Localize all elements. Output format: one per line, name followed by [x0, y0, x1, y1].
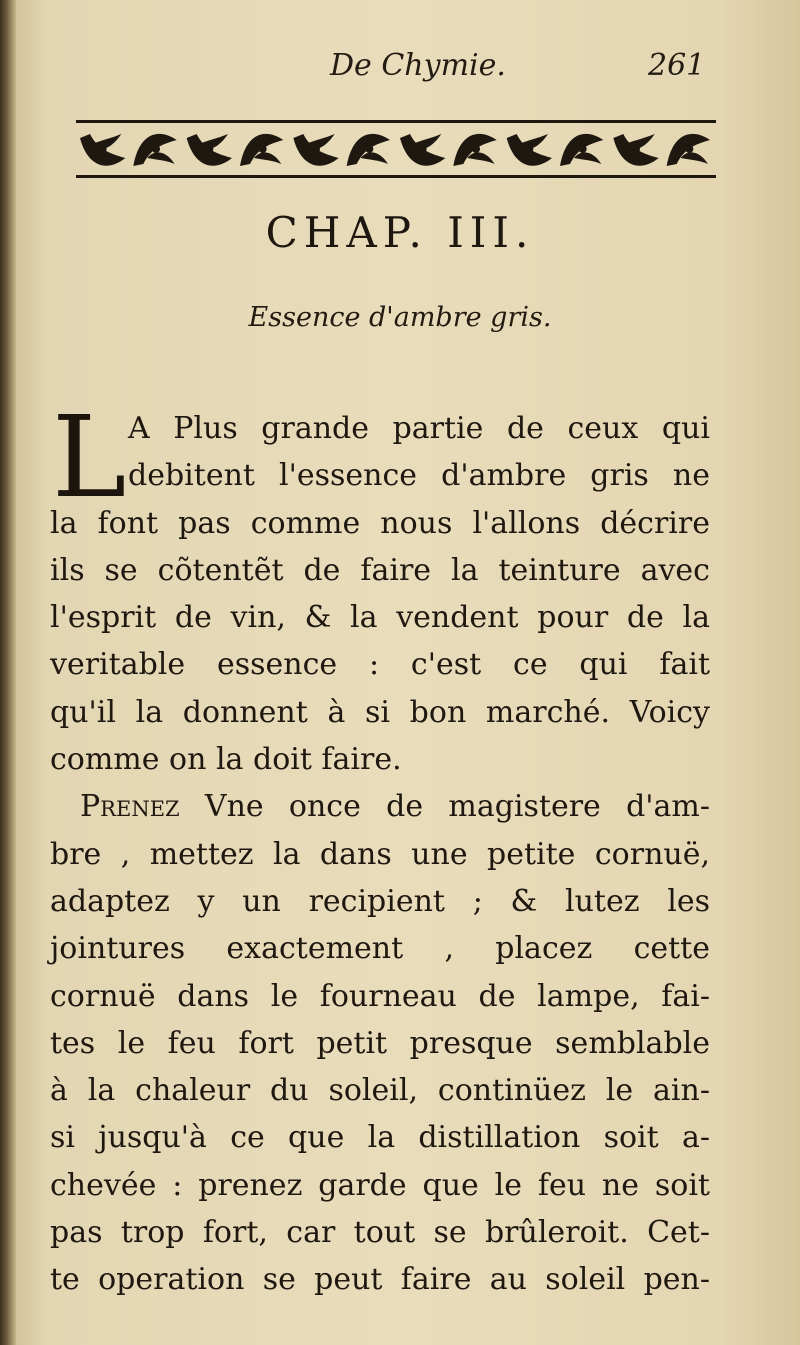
text-line: comme on la doit faire. — [50, 742, 402, 778]
text-line: bre , mettez la dans une petite cornuë, — [50, 836, 710, 872]
body-text — [50, 405, 710, 1304]
running-head-title: De Chymie. — [330, 48, 506, 83]
paragraph-lead-word: Prenez — [80, 789, 180, 825]
text-line: veritable essence : c'est ce qui fait — [50, 647, 710, 683]
text-line: à la chaleur du soleil, continüez le ain- — [50, 1073, 710, 1109]
text-line — [50, 783, 710, 830]
text-line: qu'il la donnent à si bon marché. Voicy — [50, 694, 710, 730]
fleuron-dot-icon — [472, 145, 480, 153]
text-line: chevée : prenez garde que le feu ne soit — [50, 1167, 710, 1203]
fleuron-dot-icon — [259, 145, 267, 153]
text-line-rest: Vne once de magistere d'am- — [179, 789, 710, 825]
text-line: jointures exactement , placez cette — [50, 931, 710, 967]
fleuron-dot-icon — [205, 145, 213, 153]
text-line: l'esprit de vin, & la vendent pour de la — [50, 600, 710, 636]
fleuron-dot-icon — [579, 145, 587, 153]
text-line: adaptez y un recipient ; & lutez les — [50, 883, 710, 919]
text-line: A Plus grande partie de ceux qui — [128, 411, 710, 446]
fleuron-dot-icon — [152, 145, 160, 153]
text-line: la font pas comme nous l'allons décrire — [50, 505, 710, 541]
binding-gutter — [0, 0, 16, 1345]
ornament-rule — [76, 120, 716, 123]
fleuron-dot-icon — [365, 145, 373, 153]
chapter-heading: CHAP. III. — [265, 208, 535, 257]
fleuron-dot-icon — [99, 145, 107, 153]
text-line: debitent l'essence d'ambre gris ne — [128, 458, 710, 494]
ornament-rule — [76, 175, 716, 178]
text-line: ils se cõtentẽt de faire la teinture avec — [50, 552, 710, 588]
fleuron-dot-icon — [419, 145, 427, 153]
text-line: te operation se peut faire au soleil pen- — [50, 1262, 710, 1298]
text-line: si jusqu'à ce que la distillation soit a- — [50, 1120, 710, 1156]
running-head — [0, 48, 800, 92]
drop-cap: L — [52, 393, 127, 523]
fleuron-dot-icon — [685, 145, 693, 153]
fleuron-dot-icon — [312, 145, 320, 153]
fleuron-band-icon — [76, 118, 716, 180]
page-number: 261 — [648, 48, 706, 83]
fleuron-dot-icon — [632, 145, 640, 153]
fleuron-dot-icon — [525, 145, 533, 153]
chapter-subtitle: Essence d'ambre gris. — [248, 302, 552, 333]
text-line: cornuë dans le fourneau de lampe, fai- — [50, 978, 710, 1014]
text-line: pas trop fort, car tout se brûleroit. Cet- — [50, 1215, 710, 1251]
text-line: tes le feu fort petit presque semblable — [50, 1025, 710, 1061]
